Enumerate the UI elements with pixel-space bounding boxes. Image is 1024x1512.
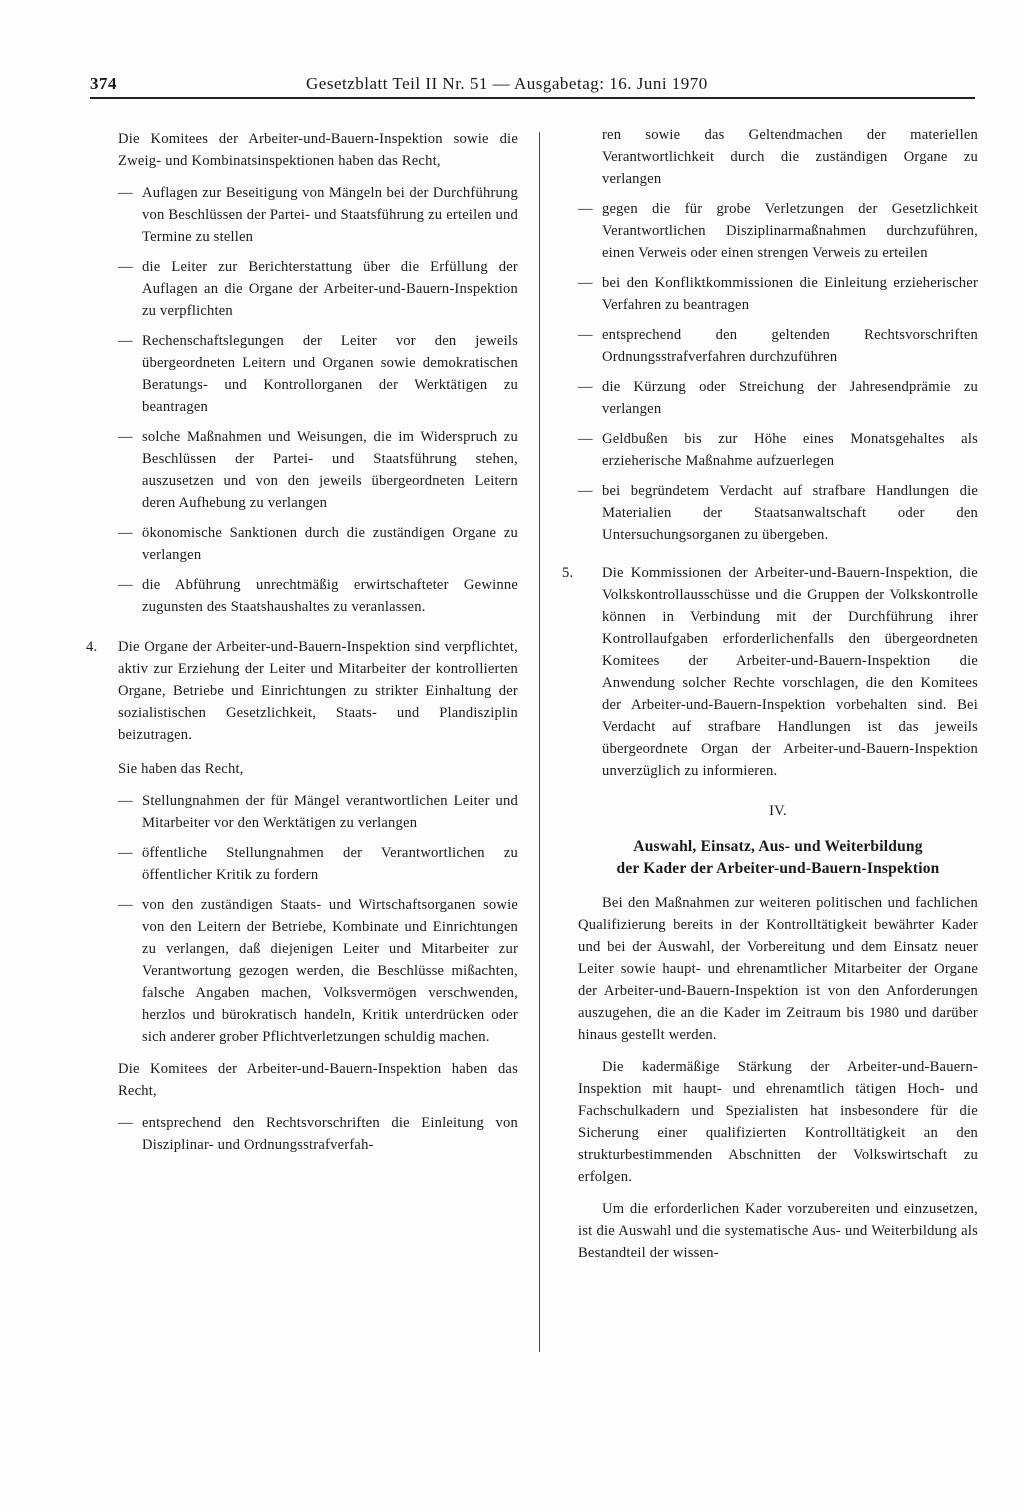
dash-marker: — xyxy=(578,379,593,395)
section-title: der Kader der Arbeiter-und-Bauern-Inspektion xyxy=(616,860,940,877)
list-item-text: von den zuständigen Staats- und Wirtschaftsorganen sowie von den Leitern der Betriebe, Kombinate und Einrichtungen zu verlangen, daß diejenigen Leiter und Mitarbeiter zur Verantwortung gezogen werden, die Beschlüsse mißachten, falsche Angaben machen, Volksvermögen verschwenden, herzlos und bürokratisch handeln, Kritik unterdrücken oder sich anderer grober Pflichtverletzungen schuldig machen. xyxy=(142,897,518,1045)
list-item xyxy=(118,894,518,1048)
column-divider xyxy=(539,132,540,1352)
right-column xyxy=(562,124,978,1264)
list-item-text: die Leiter zur Berichterstattung über die Erfüllung der Auflagen an die Organe der Arbeiter-und-Bauern-Inspektion zu verpflichten xyxy=(142,259,518,319)
list-item xyxy=(578,376,978,420)
list-item xyxy=(118,182,518,248)
dash-marker: — xyxy=(118,185,133,201)
list-item xyxy=(118,574,518,618)
list-item-text: solche Maßnahmen und Weisungen, die im Widerspruch zu Beschlüssen der Partei- und Staatsführung stehen, auszusetzen und von den jeweils übergeordneten Leitern deren Aufhebung zu verlangen xyxy=(142,429,518,511)
continuation-text: ren sowie das Geltendmachen der materiellen Verantwortlichkeit durch die zuständigen Organe zu verlangen xyxy=(602,127,978,187)
list-item-text: die Abführung unrechtmäßig erwirtschafteter Gewinne zugunsten des Staatshaushaltes zu veranlassen. xyxy=(142,577,518,615)
dash-marker: — xyxy=(578,275,593,291)
rights-intro: Sie haben das Recht, xyxy=(118,761,244,777)
list-item xyxy=(118,330,518,418)
list-item xyxy=(578,480,978,546)
list-item-text: bei begründetem Verdacht auf strafbare Handlungen die Materialien der Staatsanwaltschaft oder den Untersuchungsorganen zu übergeben. xyxy=(602,483,978,543)
list-item xyxy=(578,272,978,316)
dash-marker: — xyxy=(118,333,133,349)
paragraph-text: Die Organe der Arbeiter-und-Bauern-Inspektion sind verpflichtet, aktiv zur Erziehung der Leiter und Mitarbeiter der kontrollierten Organe, Betriebe und Einrichtungen zu strikter Einhaltung der sozialistischen Gesetzlichkeit, Staats- und Plandisziplin beizutragen. xyxy=(118,639,518,743)
gazette-title: Gesetzblatt Teil II Nr. 51 — Ausgabetag: 16. Juni 1970 xyxy=(306,74,708,93)
list-item xyxy=(118,790,518,834)
body-paragraph: Die kadermäßige Stärkung der Arbeiter-und-Bauern-Inspektion mit haupt- und ehrenamtlich tätigen Hoch- und Fachschulkadern und Spezialisten hat insbesondere für die Sicherung einer qualifizierten Kontrolltätigkeit an den strukturbestimmenden Abschnitten der Volkswirtschaft zu erfolgen. xyxy=(578,1059,978,1185)
list-item xyxy=(578,324,978,368)
list-item-text: die Kürzung oder Streichung der Jahresendprämie zu verlangen xyxy=(602,379,978,417)
list-item-text: bei den Konfliktkommissionen die Einleitung erzieherischer Verfahren zu beantragen xyxy=(602,275,978,313)
list-item xyxy=(118,842,518,886)
list-item-text: Stellungnahmen der für Mängel verantwortlichen Leiter und Mitarbeiter vor den Werktätigen zu verlangen xyxy=(142,793,518,831)
list-item xyxy=(118,256,518,322)
body-paragraph: Um die erforderlichen Kader vorzubereiten und einzusetzen, ist die Auswahl und die systematische Aus- und Weiterbildung als Bestandteil der wissen- xyxy=(578,1201,978,1261)
committees-intro: Die Komitees der Arbeiter-und-Bauern-Inspektion haben das Recht, xyxy=(118,1061,518,1099)
list-item xyxy=(118,426,518,514)
list-item-text: Geldbußen bis zur Höhe eines Monatsgehaltes als erzieherische Maßnahme aufzuerlegen xyxy=(602,431,978,469)
dash-marker: — xyxy=(118,793,133,809)
numbered-paragraph-4 xyxy=(86,636,518,746)
list-item-text: entsprechend den Rechtsvorschriften die Einleitung von Disziplinar- und Ordnungsstrafverfah- xyxy=(142,1115,518,1153)
dash-marker: — xyxy=(578,201,593,217)
dash-marker: — xyxy=(118,525,133,541)
dash-marker: — xyxy=(118,1115,133,1131)
list-item-text: Rechenschaftslegungen der Leiter vor den jeweils übergeordneten Leitern und Organen sowie demokratischen Beratungs- und Kontrollorganen der Werktätigen zu beantragen xyxy=(142,333,518,415)
left-column xyxy=(86,128,518,1156)
section-title: Auswahl, Einsatz, Aus- und Weiterbildung xyxy=(633,838,923,855)
list-item xyxy=(118,522,518,566)
dash-marker: — xyxy=(578,483,593,499)
paragraph-text: Die Kommissionen der Arbeiter-und-Bauern-Inspektion, die Volkskontrollausschüsse und die Gruppen der Volkskontrolle können in Verbindung mit der Durchführung ihrer Kontrollaufgaben erforderlichenfalls den übergeordneten Komitees der Arbeiter-und-Bauern-Inspektion die Anwendung solcher Rechte vorschlagen, die den Komitees der Arbeiter-und-Bauern-Inspektion vorbehalten sind. Bei Verdacht auf strafbare Handlungen ist das jeweils übergeordnete Organ der Arbeiter-und-Bauern-Inspektion unverzüglich zu informieren. xyxy=(602,565,978,779)
numbered-paragraph-5 xyxy=(562,562,978,782)
dash-marker: — xyxy=(118,577,133,593)
paragraph-number: 4. xyxy=(86,639,98,655)
header-rule xyxy=(90,97,975,99)
dash-marker: — xyxy=(118,897,133,913)
dash-marker: — xyxy=(118,429,133,445)
left-intro: Die Komitees der Arbeiter-und-Bauern-Inspektion sowie die Zweig- und Kombinatsinspektionen haben das Recht, xyxy=(118,131,518,169)
dash-marker: — xyxy=(578,327,593,343)
list-item-text: gegen die für grobe Verletzungen der Gesetzlichkeit Verantwortlichen Disziplinarmaßnahmen durchzuführen, einen Verweis oder einen strengen Verweis zu erteilen xyxy=(602,201,978,261)
paragraph-number: 5. xyxy=(562,565,574,581)
list-item-text: ökonomische Sanktionen durch die zuständigen Organe zu verlangen xyxy=(142,525,518,563)
page-number: 374 xyxy=(90,74,117,93)
list-item-text: Auflagen zur Beseitigung von Mängeln bei der Durchführung von Beschlüssen der Partei- und Staatsführung zu erteilen und Termine zu stellen xyxy=(142,185,518,245)
list-item-text: entsprechend den geltenden Rechtsvorschriften Ordnungsstrafverfahren durchzuführen xyxy=(602,327,978,365)
list-item xyxy=(578,428,978,472)
list-item-text: öffentliche Stellungnahmen der Verantwortlichen zu öffentlicher Kritik zu fordern xyxy=(142,845,518,883)
body-paragraph: Bei den Maßnahmen zur weiteren politischen und fachlichen Qualifizierung bereits in der Kontrolltätigkeit bewährter Kader und bei der Auswahl, der Vorbereitung und dem Einsatz neuer Leiter sowie haupt- und ehrenamtlicher Mitarbeiter der Organe der Arbeiter-und-Bauern-Inspektion ist von den Anforderungen auszugehen, die an die Kader im Zeitraum bis 1980 und darüber hinaus gestellt werden. xyxy=(578,895,978,1043)
dash-marker: — xyxy=(118,845,133,861)
page-header xyxy=(90,74,975,98)
list-item xyxy=(118,1112,518,1156)
dash-marker: — xyxy=(578,431,593,447)
section-number: IV. xyxy=(769,803,787,819)
dash-marker: — xyxy=(118,259,133,275)
list-item xyxy=(578,198,978,264)
